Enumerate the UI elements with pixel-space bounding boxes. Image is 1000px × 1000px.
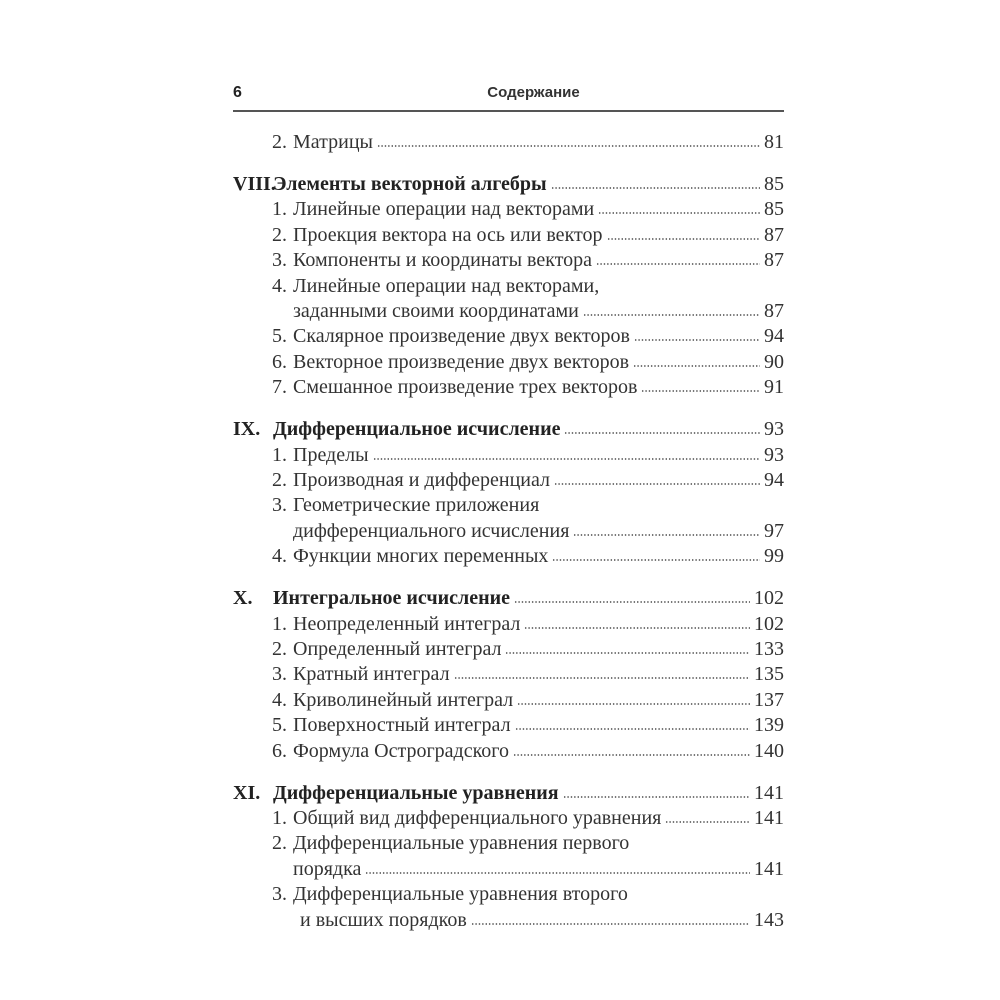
toc-section-entry <box>233 687 784 713</box>
entry-title: и высших порядков <box>300 908 467 931</box>
entry-page-number: 97 <box>764 519 784 542</box>
entry-number: 4. <box>272 274 287 297</box>
entry-title: Пределы <box>293 443 369 466</box>
entry-title: Линейные операции над векторами, <box>293 274 600 297</box>
entry-page-number: 85 <box>764 173 784 195</box>
entry-number: 2. <box>272 832 287 855</box>
entry-title: Производная и дифференциал <box>293 469 551 491</box>
entry-number: 3. <box>272 883 287 906</box>
entry-page-number: 91 <box>764 376 784 399</box>
toc-section-entry <box>233 856 784 882</box>
entry-number: 1. <box>272 612 287 635</box>
entry-number: 6. <box>272 739 287 762</box>
entry-title: Дифференциальные уравнения второго <box>293 883 628 906</box>
entry-title: заданными своими координатами <box>293 300 579 322</box>
entry-title: Поверхностный интеграл <box>293 714 511 737</box>
entry-title: дифференциального исчисления <box>293 519 570 542</box>
entry-title: Элементы векторной алгебры <box>273 173 547 195</box>
entry-page-number: 81 <box>764 131 784 153</box>
toc-chapter-entry <box>233 416 784 442</box>
toc-section-entry <box>233 805 784 831</box>
entry-title: Дифференциальные уравнения первого <box>293 832 630 855</box>
toc-section-entry <box>233 129 784 155</box>
toc-section-entry <box>233 636 784 662</box>
dot-leader <box>552 558 760 562</box>
entry-number: 1. <box>272 807 287 829</box>
entry-number: 2. <box>272 131 287 153</box>
entry-page-number: 87 <box>764 223 784 246</box>
dot-leader <box>513 753 750 757</box>
entry-number: IX. <box>233 418 261 441</box>
toc-section-entry <box>233 298 784 324</box>
dot-leader <box>634 338 760 342</box>
toc-chapter-entry <box>233 585 784 611</box>
dot-leader <box>573 533 760 537</box>
entry-number: 6. <box>272 350 287 373</box>
entry-page-number: 135 <box>754 663 784 686</box>
dot-leader <box>377 144 760 148</box>
entry-number: 5. <box>272 325 287 348</box>
entry-number: VIII. <box>233 173 276 195</box>
toc-section-entry <box>233 222 784 248</box>
entry-page-number: 102 <box>754 612 784 635</box>
entry-number: XI. <box>233 781 261 804</box>
dot-leader <box>515 727 750 731</box>
entry-title: Определенный интеграл <box>293 638 502 660</box>
entry-page-number: 90 <box>764 350 784 373</box>
dot-leader <box>514 600 750 604</box>
toc-section-entry <box>233 467 784 493</box>
entry-page-number: 85 <box>764 198 784 221</box>
entry-title: Функции многих переменных <box>293 545 549 568</box>
dot-leader <box>665 820 750 824</box>
page-number: 6 <box>233 84 242 101</box>
entry-number: 4. <box>272 688 287 711</box>
dot-leader <box>551 186 760 190</box>
entry-title: порядка <box>293 857 362 880</box>
dot-leader <box>505 651 750 655</box>
entry-number: 2. <box>272 469 287 491</box>
entry-title: Геометрические приложения <box>293 494 540 517</box>
toc-section-entry <box>233 323 784 349</box>
dot-leader <box>633 364 760 368</box>
dot-leader <box>524 626 750 630</box>
toc-section-entry <box>233 442 784 468</box>
dot-leader <box>517 702 750 706</box>
entry-title: Матрицы <box>293 131 373 153</box>
entry-page-number: 143 <box>754 908 784 931</box>
toc-section-entry <box>233 881 784 907</box>
entry-title: Криволинейный интеграл <box>293 688 514 711</box>
entry-title: Кратный интеграл <box>293 663 450 686</box>
toc-chapter-entry <box>233 780 784 806</box>
dot-leader <box>563 795 750 799</box>
entry-page-number: 139 <box>754 714 784 737</box>
entry-page-number: 141 <box>754 857 784 880</box>
entry-title: Смешанное произведение трех векторов <box>293 376 638 399</box>
header-rule <box>233 110 784 112</box>
entry-page-number: 102 <box>754 587 784 610</box>
entry-title: Интегральное исчисление <box>273 587 511 610</box>
dot-leader <box>471 922 750 926</box>
dot-leader <box>607 237 761 241</box>
entry-title: Линейные операции над векторами <box>293 198 595 221</box>
entry-page-number: 93 <box>764 443 784 466</box>
toc-section-entry <box>233 830 784 856</box>
dot-leader <box>641 389 760 393</box>
entry-title: Неопределенный интеграл <box>293 612 521 635</box>
entry-page-number: 94 <box>764 325 784 348</box>
toc-section-entry <box>233 374 784 400</box>
dot-leader <box>365 871 750 875</box>
entry-page-number: 87 <box>764 300 784 322</box>
toc-section-entry <box>233 518 784 544</box>
entry-number: 1. <box>272 198 287 221</box>
entry-number: 2. <box>272 638 287 660</box>
toc-section-entry <box>233 907 784 933</box>
toc-chapter-entry <box>233 171 784 197</box>
toc-section-entry <box>233 247 784 273</box>
entry-number: 3. <box>272 663 287 686</box>
dot-leader <box>554 482 760 486</box>
entry-number: 5. <box>272 714 287 737</box>
entry-title: Векторное произведение двух векторов <box>293 350 630 373</box>
entry-number: 4. <box>272 545 287 568</box>
toc-section-entry <box>233 738 784 764</box>
dot-leader <box>373 457 760 461</box>
entry-title: Общий вид дифференциального уравнения <box>293 807 662 829</box>
toc-section-entry <box>233 611 784 637</box>
entry-title: Скалярное произведение двух векторов <box>293 325 630 348</box>
dot-leader <box>583 313 760 317</box>
entry-number: X. <box>233 587 253 610</box>
entry-title: Проекция вектора на ось или вектор <box>293 223 603 246</box>
entry-title: Дифференциальное исчисление <box>273 418 561 441</box>
entry-page-number: 140 <box>754 739 784 762</box>
entry-page-number: 137 <box>754 688 784 711</box>
entry-page-number: 141 <box>754 807 784 829</box>
toc-section-entry <box>233 543 784 569</box>
entry-page-number: 141 <box>754 781 784 804</box>
toc-section-entry <box>233 661 784 687</box>
entry-page-number: 133 <box>754 638 784 660</box>
entry-title: Дифференциальные уравнения <box>273 781 559 804</box>
toc-section-entry <box>233 492 784 518</box>
dot-leader <box>454 676 750 680</box>
entry-number: 3. <box>272 249 287 272</box>
toc-section-entry <box>233 196 784 222</box>
entry-page-number: 99 <box>764 545 784 568</box>
entry-title: Компоненты и координаты вектора <box>293 249 593 272</box>
entry-title: Формула Остроградского <box>293 739 509 762</box>
entry-number: 7. <box>272 376 287 399</box>
dot-leader <box>564 431 760 435</box>
running-header-title: Содержание <box>487 84 580 101</box>
entry-page-number: 94 <box>764 469 784 491</box>
entry-number: 3. <box>272 494 287 517</box>
toc-section-entry <box>233 712 784 738</box>
toc-section-entry <box>233 273 784 299</box>
entry-page-number: 87 <box>764 249 784 272</box>
entry-number: 2. <box>272 223 287 246</box>
entry-page-number: 93 <box>764 418 784 441</box>
toc-section-entry <box>233 349 784 375</box>
dot-leader <box>596 262 760 266</box>
dot-leader <box>598 211 760 215</box>
entry-number: 1. <box>272 443 287 466</box>
